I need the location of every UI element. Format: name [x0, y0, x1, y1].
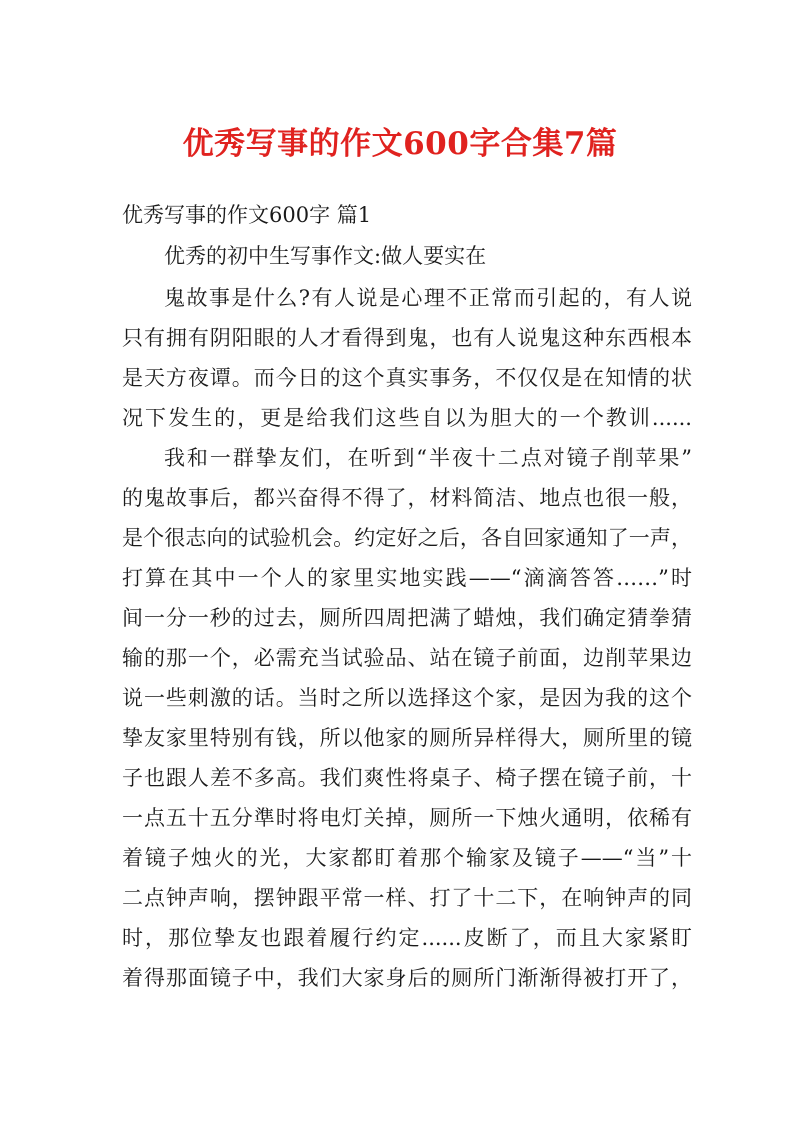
paragraph-line: 是个很志向的试验机会。约定好之后，各自回家通知了一声，	[122, 526, 692, 550]
paragraph-line: 一点五十五分準时将电灯关掉，厕所一下烛火通明，依稀有	[122, 806, 692, 830]
paragraph-line: 着镜子烛火的光，大家都盯着那个输家及镜子——“当”十	[122, 846, 692, 870]
paragraph-line: 说一些刺激的话。当时之所以选择这个家，是因为我的这个	[122, 686, 692, 710]
paragraph-line: 况下发生的，更是给我们这些自以为胆大的一个教训......	[122, 406, 692, 430]
paragraph-line: 着得那面镜子中，我们大家身后的厕所门渐渐得被打开了，	[122, 966, 692, 990]
essay-subtitle: 优秀的初中生写事作文:做人要实在	[164, 244, 487, 268]
paragraph-line: 输的那一个，必需充当试验品、站在镜子前面，边削苹果边	[122, 646, 692, 670]
paragraph-1	[122, 278, 692, 438]
paragraph-line: 二点钟声响，摆钟跟平常一样、打了十二下，在响钟声的同	[122, 886, 692, 910]
paragraph-line: 的鬼故事后，都兴奋得不得了，材料简洁、地点也很一般，	[122, 486, 692, 510]
paragraph-line: 打算在其中一个人的家里实地实践——“滴滴答答……”时	[122, 566, 692, 590]
paragraph-line: 间一分一秒的过去，厕所四周把满了蜡烛，我们确定猜拳猜	[122, 606, 692, 630]
paragraph-line: 时，那位挚友也跟着履行约定......皮断了，而且大家紧盯	[122, 926, 692, 950]
section-heading: 优秀写事的作文600字 篇1	[122, 203, 372, 227]
essay-body	[122, 278, 692, 998]
paragraph-line: 挚友家里特别有钱，所以他家的厕所异样得大，厕所里的镜	[122, 726, 692, 750]
document-title: 优秀写事的作文600字合集7篇	[182, 126, 618, 162]
paragraph-line: 是天方夜谭。而今日的这个真实事务，不仅仅是在知情的状	[122, 366, 692, 390]
paragraph-line: 只有拥有阴阳眼的人才看得到鬼，也有人说鬼这种东西根本	[122, 326, 692, 350]
paragraph-line: 鬼故事是什么?有人说是心理不正常而引起的，有人说	[164, 286, 692, 310]
paragraph-line: 子也跟人差不多高。我们爽性将桌子、椅子摆在镜子前，十	[122, 766, 692, 790]
paragraph-2	[122, 438, 692, 998]
paragraph-line: 我和一群挚友们，在听到“半夜十二点对镜子削苹果”	[164, 446, 692, 470]
